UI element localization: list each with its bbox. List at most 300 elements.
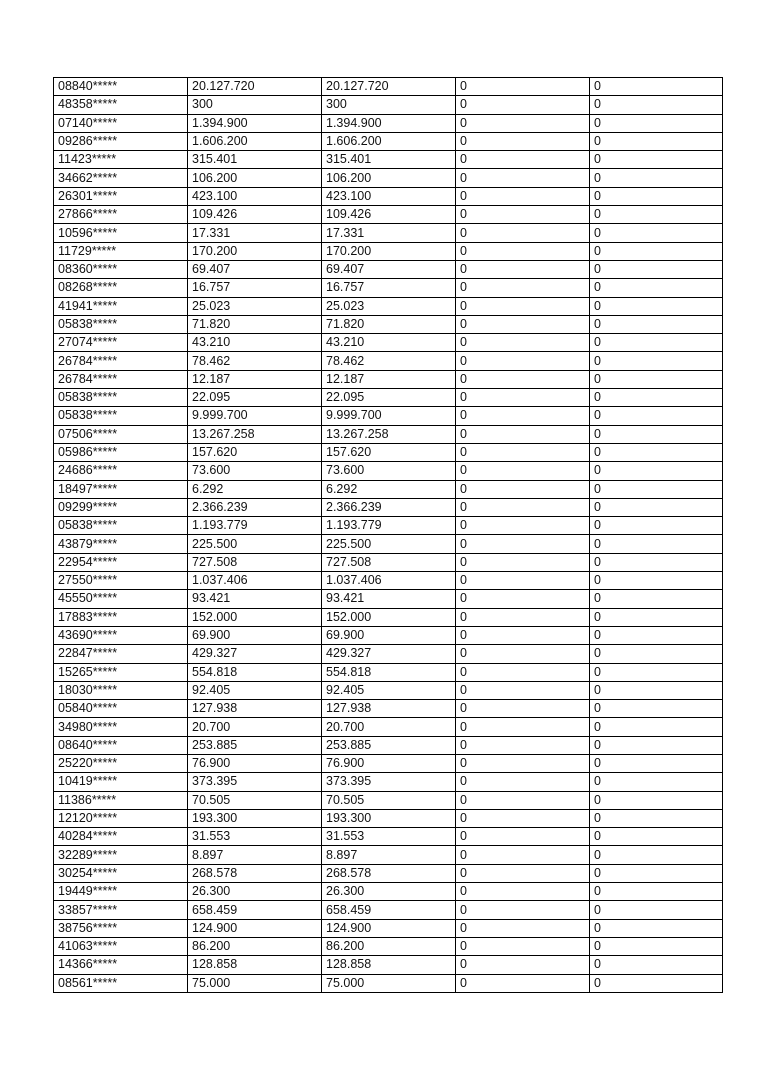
- amount-repeat-cell: 727.508: [322, 553, 456, 571]
- amount-cell: 71.820: [188, 315, 322, 333]
- amount-repeat-cell: 20.127.720: [322, 78, 456, 96]
- amount-cell: 2.366.239: [188, 498, 322, 516]
- amount-repeat-cell: 69.407: [322, 260, 456, 278]
- zero-cell-b: 0: [590, 169, 723, 187]
- amount-cell: 300: [188, 96, 322, 114]
- zero-cell-b: 0: [590, 151, 723, 169]
- amount-repeat-cell: 170.200: [322, 242, 456, 260]
- table-row: [54, 645, 723, 663]
- amount-repeat-cell: 109.426: [322, 206, 456, 224]
- amount-cell: 127.938: [188, 700, 322, 718]
- table-row: [54, 78, 723, 96]
- id-cell: 05838*****: [54, 407, 188, 425]
- amount-repeat-cell: 31.553: [322, 828, 456, 846]
- amount-cell: 225.500: [188, 535, 322, 553]
- amount-repeat-cell: 315.401: [322, 151, 456, 169]
- amount-repeat-cell: 12.187: [322, 370, 456, 388]
- table-row: [54, 169, 723, 187]
- zero-cell-a: 0: [456, 608, 590, 626]
- id-cell: 11423*****: [54, 151, 188, 169]
- table-row: [54, 462, 723, 480]
- id-cell: 08268*****: [54, 279, 188, 297]
- zero-cell-a: 0: [456, 389, 590, 407]
- amount-cell: 423.100: [188, 187, 322, 205]
- id-cell: 32289*****: [54, 846, 188, 864]
- zero-cell-a: 0: [456, 809, 590, 827]
- amount-repeat-cell: 9.999.700: [322, 407, 456, 425]
- zero-cell-b: 0: [590, 681, 723, 699]
- zero-cell-b: 0: [590, 78, 723, 96]
- amount-cell: 22.095: [188, 389, 322, 407]
- id-cell: 05986*****: [54, 443, 188, 461]
- zero-cell-b: 0: [590, 334, 723, 352]
- id-cell: 27866*****: [54, 206, 188, 224]
- zero-cell-a: 0: [456, 480, 590, 498]
- zero-cell-b: 0: [590, 535, 723, 553]
- table-row: [54, 626, 723, 644]
- amount-cell: 43.210: [188, 334, 322, 352]
- table-row: [54, 864, 723, 882]
- id-cell: 24686*****: [54, 462, 188, 480]
- amount-repeat-cell: 554.818: [322, 663, 456, 681]
- zero-cell-a: 0: [456, 736, 590, 754]
- zero-cell-b: 0: [590, 132, 723, 150]
- zero-cell-b: 0: [590, 352, 723, 370]
- zero-cell-a: 0: [456, 407, 590, 425]
- zero-cell-a: 0: [456, 334, 590, 352]
- table-row: [54, 572, 723, 590]
- amount-repeat-cell: 26.300: [322, 883, 456, 901]
- zero-cell-b: 0: [590, 224, 723, 242]
- id-cell: 10596*****: [54, 224, 188, 242]
- amount-cell: 70.505: [188, 791, 322, 809]
- zero-cell-b: 0: [590, 517, 723, 535]
- amount-cell: 1.606.200: [188, 132, 322, 150]
- zero-cell-a: 0: [456, 498, 590, 516]
- amount-repeat-cell: 69.900: [322, 626, 456, 644]
- zero-cell-b: 0: [590, 443, 723, 461]
- amount-repeat-cell: 423.100: [322, 187, 456, 205]
- zero-cell-a: 0: [456, 883, 590, 901]
- id-cell: 09286*****: [54, 132, 188, 150]
- amount-cell: 253.885: [188, 736, 322, 754]
- amount-cell: 193.300: [188, 809, 322, 827]
- zero-cell-b: 0: [590, 206, 723, 224]
- amount-repeat-cell: 124.900: [322, 919, 456, 937]
- table-row: [54, 809, 723, 827]
- table-row: [54, 279, 723, 297]
- zero-cell-b: 0: [590, 718, 723, 736]
- id-cell: 09299*****: [54, 498, 188, 516]
- zero-cell-b: 0: [590, 96, 723, 114]
- amount-repeat-cell: 152.000: [322, 608, 456, 626]
- zero-cell-a: 0: [456, 352, 590, 370]
- zero-cell-a: 0: [456, 956, 590, 974]
- amount-cell: 554.818: [188, 663, 322, 681]
- id-cell: 26784*****: [54, 370, 188, 388]
- amount-repeat-cell: 17.331: [322, 224, 456, 242]
- zero-cell-b: 0: [590, 809, 723, 827]
- table-row: [54, 443, 723, 461]
- amount-cell: 8.897: [188, 846, 322, 864]
- amount-cell: 73.600: [188, 462, 322, 480]
- id-cell: 11386*****: [54, 791, 188, 809]
- zero-cell-a: 0: [456, 645, 590, 663]
- amount-cell: 429.327: [188, 645, 322, 663]
- table-row: [54, 700, 723, 718]
- zero-cell-a: 0: [456, 974, 590, 992]
- amount-cell: 78.462: [188, 352, 322, 370]
- table-row: [54, 736, 723, 754]
- amount-cell: 268.578: [188, 864, 322, 882]
- amount-cell: 6.292: [188, 480, 322, 498]
- id-cell: 05840*****: [54, 700, 188, 718]
- table-row: [54, 498, 723, 516]
- amount-cell: 93.421: [188, 590, 322, 608]
- id-cell: 41063*****: [54, 937, 188, 955]
- zero-cell-b: 0: [590, 608, 723, 626]
- id-cell: 43690*****: [54, 626, 188, 644]
- id-cell: 48358*****: [54, 96, 188, 114]
- amount-cell: 17.331: [188, 224, 322, 242]
- zero-cell-a: 0: [456, 132, 590, 150]
- table-row: [54, 608, 723, 626]
- id-cell: 26301*****: [54, 187, 188, 205]
- data-table-body: [54, 78, 723, 993]
- amount-cell: 315.401: [188, 151, 322, 169]
- amount-repeat-cell: 373.395: [322, 773, 456, 791]
- amount-cell: 109.426: [188, 206, 322, 224]
- amount-cell: 31.553: [188, 828, 322, 846]
- id-cell: 41941*****: [54, 297, 188, 315]
- amount-cell: 727.508: [188, 553, 322, 571]
- zero-cell-a: 0: [456, 78, 590, 96]
- table-row: [54, 242, 723, 260]
- table-row: [54, 828, 723, 846]
- zero-cell-a: 0: [456, 96, 590, 114]
- id-cell: 15265*****: [54, 663, 188, 681]
- table-row: [54, 956, 723, 974]
- zero-cell-a: 0: [456, 901, 590, 919]
- id-cell: 08360*****: [54, 260, 188, 278]
- amount-repeat-cell: 73.600: [322, 462, 456, 480]
- table-row: [54, 901, 723, 919]
- id-cell: 12120*****: [54, 809, 188, 827]
- zero-cell-b: 0: [590, 956, 723, 974]
- zero-cell-a: 0: [456, 590, 590, 608]
- zero-cell-b: 0: [590, 828, 723, 846]
- table-row: [54, 352, 723, 370]
- id-cell: 07140*****: [54, 114, 188, 132]
- amount-repeat-cell: 22.095: [322, 389, 456, 407]
- id-cell: 14366*****: [54, 956, 188, 974]
- amount-cell: 16.757: [188, 279, 322, 297]
- zero-cell-a: 0: [456, 242, 590, 260]
- zero-cell-b: 0: [590, 974, 723, 992]
- amount-repeat-cell: 1.193.779: [322, 517, 456, 535]
- amount-cell: 128.858: [188, 956, 322, 974]
- zero-cell-b: 0: [590, 462, 723, 480]
- amount-cell: 9.999.700: [188, 407, 322, 425]
- amount-repeat-cell: 127.938: [322, 700, 456, 718]
- amount-cell: 1.394.900: [188, 114, 322, 132]
- zero-cell-a: 0: [456, 754, 590, 772]
- id-cell: 08840*****: [54, 78, 188, 96]
- zero-cell-a: 0: [456, 114, 590, 132]
- amount-repeat-cell: 76.900: [322, 754, 456, 772]
- amount-repeat-cell: 8.897: [322, 846, 456, 864]
- id-cell: 18030*****: [54, 681, 188, 699]
- amount-cell: 20.700: [188, 718, 322, 736]
- amount-cell: 76.900: [188, 754, 322, 772]
- amount-repeat-cell: 429.327: [322, 645, 456, 663]
- id-cell: 18497*****: [54, 480, 188, 498]
- id-cell: 19449*****: [54, 883, 188, 901]
- zero-cell-b: 0: [590, 864, 723, 882]
- zero-cell-b: 0: [590, 919, 723, 937]
- table-row: [54, 132, 723, 150]
- id-cell: 40284*****: [54, 828, 188, 846]
- amount-repeat-cell: 6.292: [322, 480, 456, 498]
- zero-cell-b: 0: [590, 773, 723, 791]
- zero-cell-b: 0: [590, 791, 723, 809]
- zero-cell-b: 0: [590, 389, 723, 407]
- table-row: [54, 480, 723, 498]
- id-cell: 34980*****: [54, 718, 188, 736]
- id-cell: 27074*****: [54, 334, 188, 352]
- amount-cell: 373.395: [188, 773, 322, 791]
- amount-cell: 12.187: [188, 370, 322, 388]
- zero-cell-b: 0: [590, 937, 723, 955]
- table-row: [54, 919, 723, 937]
- zero-cell-b: 0: [590, 846, 723, 864]
- zero-cell-a: 0: [456, 260, 590, 278]
- amount-repeat-cell: 75.000: [322, 974, 456, 992]
- amount-cell: 1.193.779: [188, 517, 322, 535]
- table-row: [54, 187, 723, 205]
- table-row: [54, 937, 723, 955]
- amount-repeat-cell: 128.858: [322, 956, 456, 974]
- amount-repeat-cell: 70.505: [322, 791, 456, 809]
- zero-cell-a: 0: [456, 663, 590, 681]
- amount-cell: 86.200: [188, 937, 322, 955]
- zero-cell-b: 0: [590, 370, 723, 388]
- table-row: [54, 590, 723, 608]
- table-row: [54, 517, 723, 535]
- zero-cell-a: 0: [456, 169, 590, 187]
- zero-cell-a: 0: [456, 443, 590, 461]
- table-row: [54, 206, 723, 224]
- zero-cell-a: 0: [456, 846, 590, 864]
- zero-cell-a: 0: [456, 315, 590, 333]
- amount-repeat-cell: 1.394.900: [322, 114, 456, 132]
- table-row: [54, 297, 723, 315]
- amount-cell: 13.267.258: [188, 425, 322, 443]
- amount-repeat-cell: 1.606.200: [322, 132, 456, 150]
- amount-cell: 25.023: [188, 297, 322, 315]
- id-cell: 22954*****: [54, 553, 188, 571]
- zero-cell-b: 0: [590, 700, 723, 718]
- amount-repeat-cell: 157.620: [322, 443, 456, 461]
- id-cell: 22847*****: [54, 645, 188, 663]
- amount-repeat-cell: 193.300: [322, 809, 456, 827]
- id-cell: 07506*****: [54, 425, 188, 443]
- amount-repeat-cell: 25.023: [322, 297, 456, 315]
- zero-cell-b: 0: [590, 315, 723, 333]
- table-row: [54, 663, 723, 681]
- id-cell: 45550*****: [54, 590, 188, 608]
- zero-cell-a: 0: [456, 626, 590, 644]
- zero-cell-a: 0: [456, 572, 590, 590]
- id-cell: 11729*****: [54, 242, 188, 260]
- amount-repeat-cell: 71.820: [322, 315, 456, 333]
- table-row: [54, 407, 723, 425]
- zero-cell-a: 0: [456, 535, 590, 553]
- amount-repeat-cell: 86.200: [322, 937, 456, 955]
- zero-cell-b: 0: [590, 645, 723, 663]
- zero-cell-b: 0: [590, 425, 723, 443]
- zero-cell-b: 0: [590, 407, 723, 425]
- id-cell: 10419*****: [54, 773, 188, 791]
- zero-cell-b: 0: [590, 242, 723, 260]
- amount-cell: 92.405: [188, 681, 322, 699]
- zero-cell-b: 0: [590, 754, 723, 772]
- data-table: [53, 77, 723, 993]
- zero-cell-b: 0: [590, 572, 723, 590]
- zero-cell-a: 0: [456, 864, 590, 882]
- id-cell: 34662*****: [54, 169, 188, 187]
- amount-repeat-cell: 16.757: [322, 279, 456, 297]
- zero-cell-a: 0: [456, 553, 590, 571]
- zero-cell-b: 0: [590, 480, 723, 498]
- zero-cell-a: 0: [456, 224, 590, 242]
- id-cell: 08640*****: [54, 736, 188, 754]
- zero-cell-b: 0: [590, 260, 723, 278]
- table-row: [54, 754, 723, 772]
- id-cell: 26784*****: [54, 352, 188, 370]
- zero-cell-a: 0: [456, 370, 590, 388]
- table-row: [54, 553, 723, 571]
- zero-cell-b: 0: [590, 114, 723, 132]
- amount-repeat-cell: 13.267.258: [322, 425, 456, 443]
- amount-repeat-cell: 93.421: [322, 590, 456, 608]
- zero-cell-b: 0: [590, 626, 723, 644]
- zero-cell-b: 0: [590, 663, 723, 681]
- table-row: [54, 535, 723, 553]
- table-row: [54, 974, 723, 992]
- zero-cell-a: 0: [456, 206, 590, 224]
- zero-cell-b: 0: [590, 901, 723, 919]
- amount-repeat-cell: 300: [322, 96, 456, 114]
- amount-repeat-cell: 106.200: [322, 169, 456, 187]
- table-row: [54, 791, 723, 809]
- zero-cell-a: 0: [456, 279, 590, 297]
- table-row: [54, 260, 723, 278]
- amount-repeat-cell: 268.578: [322, 864, 456, 882]
- table-row: [54, 846, 723, 864]
- table-row: [54, 370, 723, 388]
- id-cell: 08561*****: [54, 974, 188, 992]
- id-cell: 38756*****: [54, 919, 188, 937]
- zero-cell-a: 0: [456, 791, 590, 809]
- zero-cell-b: 0: [590, 883, 723, 901]
- table-row: [54, 773, 723, 791]
- zero-cell-a: 0: [456, 681, 590, 699]
- table-row: [54, 114, 723, 132]
- amount-repeat-cell: 78.462: [322, 352, 456, 370]
- zero-cell-b: 0: [590, 736, 723, 754]
- table-row: [54, 151, 723, 169]
- amount-cell: 124.900: [188, 919, 322, 937]
- amount-repeat-cell: 20.700: [322, 718, 456, 736]
- amount-cell: 152.000: [188, 608, 322, 626]
- amount-cell: 1.037.406: [188, 572, 322, 590]
- id-cell: 05838*****: [54, 389, 188, 407]
- zero-cell-a: 0: [456, 517, 590, 535]
- id-cell: 33857*****: [54, 901, 188, 919]
- zero-cell-b: 0: [590, 297, 723, 315]
- zero-cell-a: 0: [456, 425, 590, 443]
- amount-cell: 20.127.720: [188, 78, 322, 96]
- id-cell: 27550*****: [54, 572, 188, 590]
- zero-cell-a: 0: [456, 937, 590, 955]
- amount-repeat-cell: 2.366.239: [322, 498, 456, 516]
- amount-cell: 75.000: [188, 974, 322, 992]
- amount-repeat-cell: 1.037.406: [322, 572, 456, 590]
- id-cell: 43879*****: [54, 535, 188, 553]
- table-row: [54, 883, 723, 901]
- zero-cell-a: 0: [456, 297, 590, 315]
- amount-repeat-cell: 658.459: [322, 901, 456, 919]
- amount-cell: 157.620: [188, 443, 322, 461]
- id-cell: 30254*****: [54, 864, 188, 882]
- zero-cell-a: 0: [456, 151, 590, 169]
- zero-cell-a: 0: [456, 187, 590, 205]
- zero-cell-a: 0: [456, 828, 590, 846]
- table-row: [54, 389, 723, 407]
- zero-cell-b: 0: [590, 498, 723, 516]
- zero-cell-b: 0: [590, 279, 723, 297]
- table-row: [54, 224, 723, 242]
- zero-cell-a: 0: [456, 773, 590, 791]
- amount-cell: 69.900: [188, 626, 322, 644]
- table-row: [54, 96, 723, 114]
- id-cell: 25220*****: [54, 754, 188, 772]
- table-row: [54, 681, 723, 699]
- zero-cell-a: 0: [456, 462, 590, 480]
- id-cell: 05838*****: [54, 315, 188, 333]
- amount-cell: 170.200: [188, 242, 322, 260]
- amount-cell: 106.200: [188, 169, 322, 187]
- id-cell: 05838*****: [54, 517, 188, 535]
- amount-repeat-cell: 92.405: [322, 681, 456, 699]
- table-row: [54, 315, 723, 333]
- zero-cell-b: 0: [590, 590, 723, 608]
- amount-cell: 69.407: [188, 260, 322, 278]
- table-row: [54, 334, 723, 352]
- zero-cell-a: 0: [456, 700, 590, 718]
- amount-repeat-cell: 253.885: [322, 736, 456, 754]
- zero-cell-b: 0: [590, 187, 723, 205]
- amount-repeat-cell: 43.210: [322, 334, 456, 352]
- amount-repeat-cell: 225.500: [322, 535, 456, 553]
- amount-cell: 26.300: [188, 883, 322, 901]
- table-row: [54, 718, 723, 736]
- id-cell: 17883*****: [54, 608, 188, 626]
- zero-cell-a: 0: [456, 718, 590, 736]
- zero-cell-a: 0: [456, 919, 590, 937]
- amount-cell: 658.459: [188, 901, 322, 919]
